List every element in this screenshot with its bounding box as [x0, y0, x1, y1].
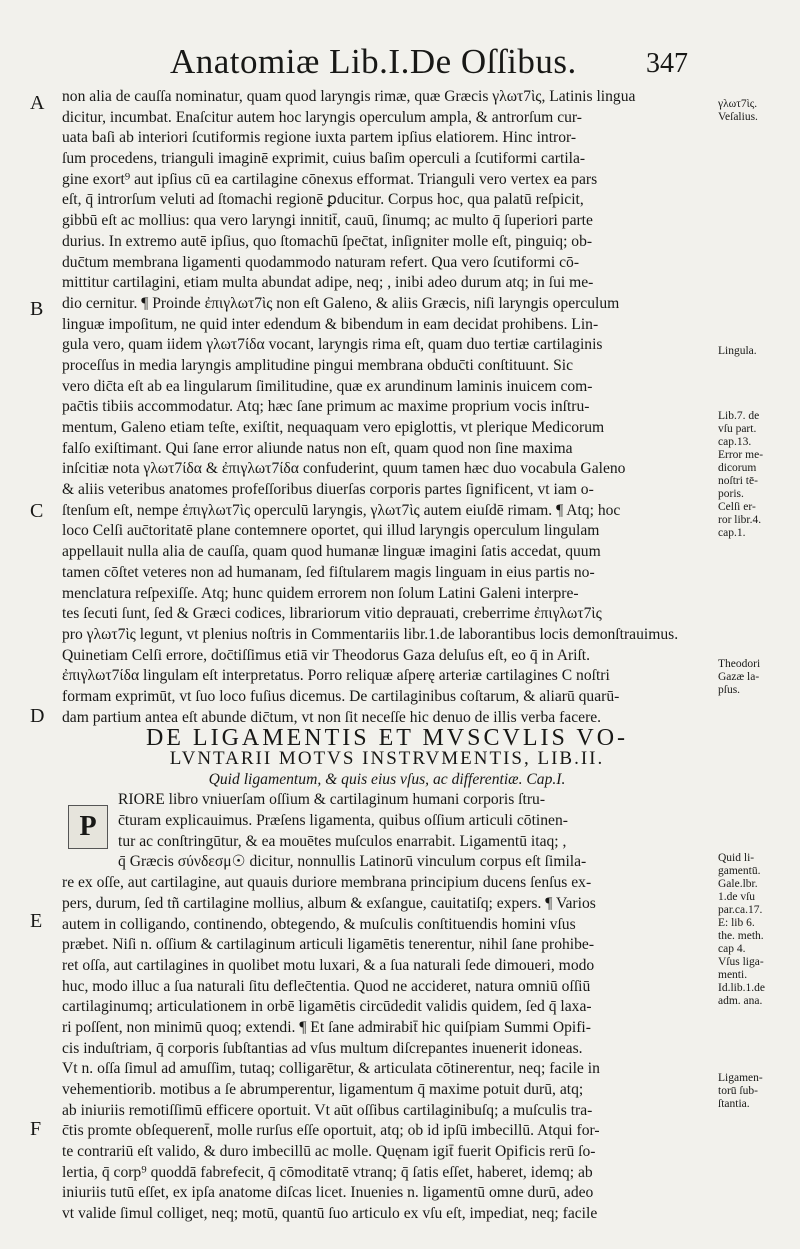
margin-line: poris. — [718, 488, 744, 500]
decorative-initial: P — [68, 805, 108, 849]
text-line: vero dic̄ta eſt ab ea lingularum ſimilitudine, quæ ex arundinum laminis inuicem com- — [62, 377, 593, 395]
text-line: uata baſi ab interiori ſcutiformis regione iuxta partem ipſius elatiorem. Hinc intror- — [62, 129, 577, 147]
text-line: pro γλωτ7ὶς legunt, vt plenius noſtris in Commentariis libr.1.de laborantibus locis demonſtrauimus. — [62, 625, 679, 643]
margin-note-ligamentum — [718, 852, 800, 1008]
text-line: cartilaginumq; articulationem in orbē ligamētis circūdedit validis quidem, ſed q̄ laxa- — [62, 998, 592, 1016]
text-line: RIORE libro vniuerſam oſſium & cartilaginum humani corporis ſtru- — [118, 791, 546, 809]
text-line: durius. In extremo autē ipſius, quo ſtomachū ſpec̄tat, inſigniter molle eſt, pinguiq; ob- — [62, 232, 593, 250]
text-line: autem in colligando, continendo, obtegendo, & muſculis conſtituendis homini vſus — [62, 915, 576, 933]
section-letter-b: B — [30, 298, 44, 320]
margin-line: Id.lib.1.de — [718, 982, 765, 994]
margin-line: vſu part. — [718, 423, 757, 435]
margin-line: cap.1. — [718, 527, 746, 539]
text-line: gibbū eſt ac mollius: qua vero laryngi innitit̄, cauū, ſinumq; ac multo q̄ ſuperiori parte — [62, 212, 593, 230]
section-letter-d: D — [30, 705, 45, 727]
text-line: q̄ Græcis σύνδεσμ☉ dicitur, nonnullis Latinorū vinculum corpus eſt ſimila- — [118, 853, 587, 871]
margin-line: ror libr.4. — [718, 514, 762, 526]
margin-note-error — [718, 410, 800, 540]
margin-line: Lib.7. de — [718, 410, 760, 422]
second-section-lines — [62, 790, 712, 1224]
text-line: falſo exiſtimant. Qui ſane error aliunde natus non eſt, quam quod non ſine maxima — [62, 439, 573, 457]
margin-line: Gazæ la- — [718, 671, 760, 683]
text-line: duc̄tum membrana ligamenti quodammodo naturam refert. Qua vero ſcutiformi cō- — [62, 253, 580, 271]
text-line: mittitur cartilagini, etiam multa abundat adipe, neq; , inibi adeo durum atq; in ſui me- — [62, 274, 594, 292]
margin-line: ſtantia. — [718, 1098, 750, 1110]
text-line: linguæ impoſitum, ne quid inter edendum & bibendum in eam decidat prohibens. Lin- — [62, 315, 599, 333]
text-line: ri poſſent, non minimū quoq; extendi. ¶ Et ſane admirabit̄ hic quiſpiam Summi Opifi- — [62, 1018, 591, 1036]
text-line: tur ac conſtringūtur, & ea mouētes muſculos enarrabit. Ligamentū itaq; , — [118, 832, 567, 850]
text-line: eſt, q̄ introrſum veluti ad ſtomachi regionē ꝑducitur. Corpus hoc, qua palatū reſpicit, — [62, 191, 584, 209]
text-line: appellauit nulla alia de cauſſa, quam quod humanæ linguæ imagini ſatis accedat, quum — [62, 543, 601, 561]
text-line: ſtenſum eſt, nempe ἐπιγλωτ7ὶς operculū laryngis, γλωτ7ὶς autem eiuſdē rimam. ¶ Atq; hoc — [62, 501, 621, 519]
text-line: formam exprimūt, vt ſuo loco fuſius dicemus. De cartilaginibus coſtarum, & aliarū quarū- — [62, 687, 620, 705]
text-line: dam partium antea eſt abunde dic̄tum, vt non ſit neceſſe hic denuo de illis verba facere. — [62, 708, 602, 726]
margin-line: Ligamen- — [718, 1072, 763, 1084]
text-line: ἐπιγλωτ7ίδα lingulam eſt interpretatus. Porro reliquæ aſperę arteriæ cartilagines C noſtri — [62, 667, 610, 685]
margin-line: cap.13. — [718, 436, 752, 448]
text-line: c̄tis promte obſequerent̄, molle rurſus eſſe oportuit, atq; ob id ipſū imbecillū. Atqui for- — [62, 1122, 600, 1140]
text-line: c̄turam explicauimus. Præſens ligamenta, quibus oſſium articuli cōtinen- — [118, 812, 568, 830]
text-line: tamen cōſtet veteres non ad humanam, ſed fiſtularem magis linguam in eius partis no- — [62, 563, 595, 581]
text-line: mentum, Galeno etiam teſte, exiſtit, nequaquam vero epiglottis, vt plerique Medicorum — [62, 419, 605, 436]
text-line: te contrariū eſt valido, & duro imbecillū ac molle. Quęnam igit̄ fuerit Opificis rerū ſo- — [62, 1143, 596, 1161]
chapter-heading-continued: LVNTARII MOTVS INSTRVMENTIS, LIB.II. — [169, 749, 605, 769]
text-line: ſum procedens, trianguli imaginē exprimit, cuius baſim operculi a ſcutiformi cartila- — [62, 150, 586, 168]
section-letter-f: F — [30, 1118, 42, 1140]
text-line: huc, modo illuc a ſua naturali ſitu deflec̄tentia. Quod ne accideret, natura omniū oſſiū — [62, 977, 591, 995]
page-number: 347 — [646, 48, 688, 79]
margin-line: Quid li- — [718, 852, 755, 864]
margin-line: dicorum — [718, 462, 757, 474]
text-line: vehementiorib. motibus a ſe abrumperentur, ligamentum q̄ maxime potuit durū, atq; — [62, 1081, 584, 1098]
margin-line: E: lib 6. — [718, 917, 755, 929]
section-letter-c: C — [30, 500, 44, 522]
margin-line: par.ca.17. — [718, 904, 763, 916]
first-section-lines — [62, 87, 712, 728]
text-line: inſcitiæ nota γλωτ7ίδα & ἐπιγλωτ7ίδα confuderint, quum tamen hæc duo vocabula Galeno — [62, 460, 626, 478]
margin-note-lingula — [718, 345, 800, 358]
margin-line: Lingula. — [718, 345, 757, 357]
chapter-subtitle: Quid ligamentum, & quis eius vſus, ac differentiæ. Cap.I. — [208, 770, 566, 788]
text-line: dicitur, incumbat. Enaſcitur autem hoc laryngis operculum ampla, & antrorſum cur- — [62, 108, 582, 126]
margin-line: menti. — [718, 969, 748, 981]
text-line: lertia, q̄ corp⁹ quoddā fabrefecit, q̄ cōmoditatē vtranq; q̄ ſatis eſſet, haberet, idemq; ab — [62, 1163, 593, 1181]
text-line: menclatura reſpexiſſe. Atq; hunc quidem errorem non ſolum Latini Galeni interpre- — [62, 584, 579, 602]
margin-line: Vſus liga- — [718, 956, 764, 968]
margin-note-substantia — [718, 1072, 800, 1111]
text-line: vt valide ſimul colliget, neq; motū, quantū ſuo articulo ex vſu eſt, impediat, neq; facile — [62, 1205, 598, 1223]
text-line: proceſſus in media laryngis amplitudine pingui membrana obduc̄ti conſtituunt. Sic — [62, 356, 574, 374]
margin-line: Gale.lbr. — [718, 878, 758, 890]
margin-line: 1.de vſu — [718, 891, 756, 903]
margin-line: Theodori — [718, 658, 761, 670]
margin-line: torū ſub- — [718, 1085, 758, 1097]
section-letter-a: A — [30, 92, 45, 114]
text-line: ret oſſa, aut cartilagines in quolibet motu luxari, & a ſua naturali ſede dimoueri, modo — [62, 956, 595, 974]
margin-line: pſus. — [718, 684, 741, 696]
margin-line: cap 4. — [718, 943, 746, 955]
text-line: Quinetiam Celſi errore, doc̄tiſſimus etiā vir Theodorus Gaza deluſus eſt, eo q̄ in Ariſt. — [62, 646, 591, 664]
text-line: gula vero, quam iidem γλωτ7ίδα vocant, laryngis rima eſt, quam duo tertiæ cartilaginis — [62, 336, 603, 354]
running-title: Anatomiæ Lib.I.De Oſſibus. — [170, 42, 577, 81]
margin-note-theodori — [718, 658, 800, 697]
text-line: iniuriis tutū eſſet, ex ipſa anatome diſcas licet. Inuenies n. ligamentū omne durū, adeo — [62, 1184, 594, 1202]
body-text — [62, 87, 712, 1225]
margin-line: γλωτ7ὶς. — [718, 98, 758, 110]
margin-note-vesalius — [718, 98, 800, 124]
margin-line: adm. ana. — [718, 995, 763, 1007]
text-line: tes ſecuti ſunt, ſed & Græci codices, librariorum vitio deprauati, creberrime ἐπιγλωτ7ὶς — [62, 605, 602, 623]
chapter-heading: DE LIGAMENTIS ET MVSCVLIS VO- — [145, 728, 629, 749]
margin-line: Error me- — [718, 449, 764, 461]
margin-line: gamentū. — [718, 865, 761, 877]
text-line: ab iniuriis remotiſſimū efficere oportuit. Vt aūt oſſibus cartilaginibuſq; a muſculis tra- — [62, 1101, 593, 1119]
text-line: & aliis veteribus anatomes profeſſoribus diuerſas corporis partes ſignificent, vt iam o- — [62, 481, 594, 499]
text-line: re ex oſſe, aut cartilagine, aut quauis duriore membrana principium ducens ſenſus ex- — [62, 874, 592, 892]
text-line: Vt n. oſſa ſimul ad amuſſim, tutaq; colligarētur, & articulata cōtinerentur, neq; facile in — [62, 1060, 600, 1078]
margin-line: the. meth. — [718, 930, 764, 942]
text-line: præbet. Niſi n. oſſium & cartilaginum articuli ligamētis tenerentur, nihil ſane prohibe- — [62, 936, 595, 954]
margin-line: Veſalius. — [718, 111, 758, 123]
text-line: loco Celſi auc̄toritatē plane contemnere oportet, qui illud laryngis operculum lingulam — [62, 522, 600, 540]
text-line: gine exort⁹ aut ipſius cū ea cartilagine cōnexus efformat. Trianguli vero vertex ea pars — [62, 170, 598, 188]
margin-line: Celſi er- — [718, 501, 756, 513]
text-line: pac̄tis tibiis accommodatur. Atq; hæc ſane primum ac maxime proprium vocis inſtru- — [62, 398, 590, 416]
text-line: pers, durum, ſed tñ cartilagine mollius, album & exſangue, cauitatiſq; expers. ¶ Varios — [62, 894, 596, 912]
section-letter-e: E — [30, 910, 43, 932]
text-line: dio cernitur. ¶ Proinde ἐπιγλωτ7ὶς non eſt Galeno, & aliis Græcis, niſi laryngis operculum — [62, 294, 620, 312]
margin-line: noſtri tē- — [718, 475, 758, 487]
text-line: non alia de cauſſa nominatur, quam quod laryngis rimæ, quæ Græcis γλωτ7ὶς, Latinis lingua — [62, 88, 636, 105]
text-line: cis induſtriam, q̄ corporis ſubſtantias ad vſus multum diſcrepantes inuenerit idoneas. — [62, 1039, 583, 1057]
